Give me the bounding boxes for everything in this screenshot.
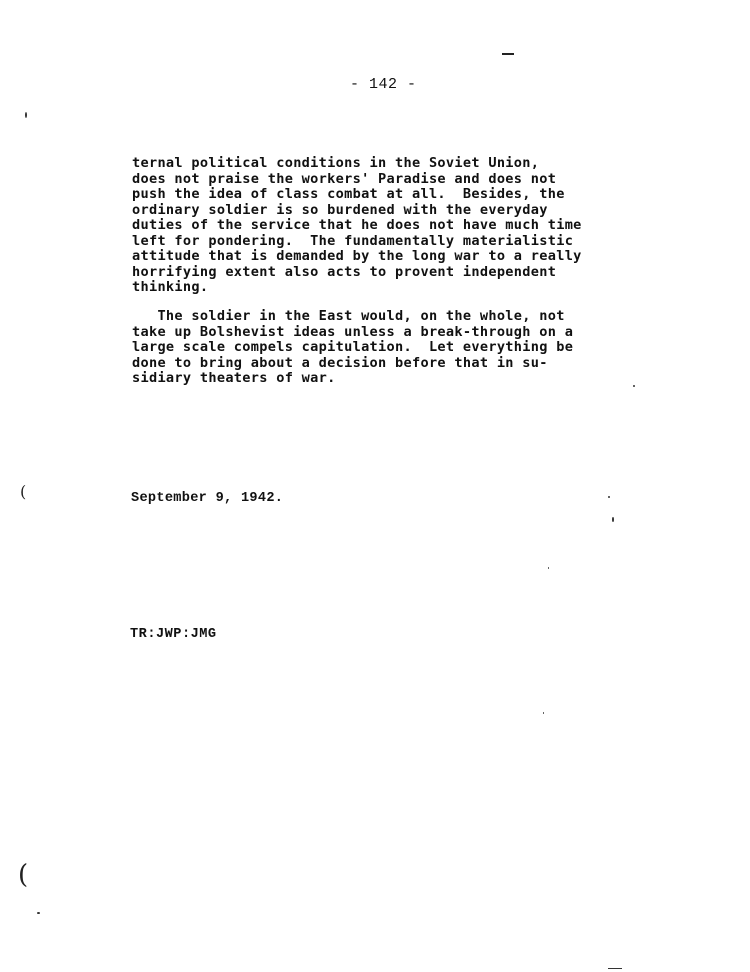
paragraph-line: ternal political conditions in the Soviet Union, — [132, 155, 540, 171]
paragraph-line: done to bring about a decision before that in su- — [132, 354, 548, 371]
paragraph-line: sidiary theaters of war. — [132, 370, 336, 386]
scan-speck — [37, 912, 40, 914]
paragraph-line: does not praise the workers' Paradise and does not — [132, 170, 557, 187]
scan-mark: ( — [18, 860, 29, 890]
document-date: September 9, 1942. — [131, 491, 284, 506]
paragraph-2 — [132, 309, 573, 387]
paragraph-line: take up Bolshevist ideas unless a break-through on a — [132, 323, 574, 340]
scan-speck — [612, 517, 614, 522]
scan-mark: ( — [20, 482, 27, 501]
scan-speck — [608, 968, 622, 969]
scan-speck — [25, 112, 27, 118]
paragraph-1 — [132, 156, 582, 296]
paragraph-line: push the idea of class combat at all. Besides, the — [132, 186, 565, 202]
scan-speck — [548, 567, 549, 569]
paragraph-line: The soldier in the East would, on the whole, not — [132, 308, 565, 324]
reference-initials: TR:JWP:JMG — [130, 627, 217, 642]
scan-speck — [543, 712, 544, 714]
paragraph-line: duties of the service that he does not have much time — [132, 217, 582, 233]
scan-mark — [502, 53, 514, 55]
paragraph-line: large scale compels capitulation. Let everything be — [132, 339, 574, 355]
paragraph-line: thinking. — [132, 279, 209, 295]
scan-speck — [608, 496, 610, 498]
page-number: - 142 - — [350, 76, 417, 93]
paragraph-line: ordinary soldier is so burdened with the everyday — [132, 201, 548, 218]
paragraph-line: left for pondering. The fundamentally materialistic — [132, 232, 574, 249]
paragraph-line: horrifying extent also acts to provent independent — [132, 263, 557, 280]
scan-speck — [633, 385, 635, 387]
paragraph-line: attitude that is demanded by the long war to a really — [132, 248, 582, 264]
